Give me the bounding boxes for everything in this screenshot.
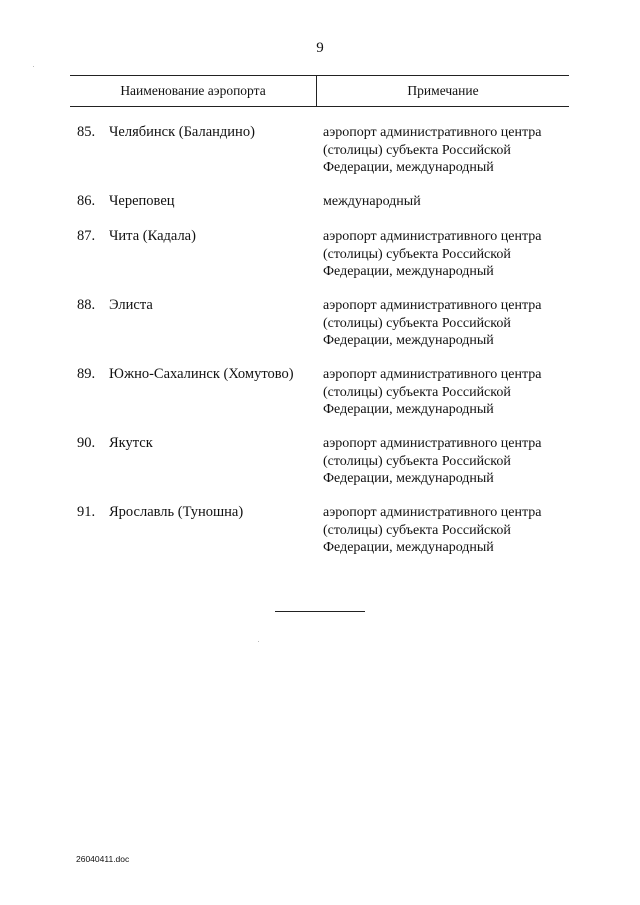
airport-note: аэропорт административного центра (столицы) субъекта Российской Федерации, международный [323, 436, 542, 486]
row-number: 88. [77, 297, 96, 313]
table-header [70, 75, 569, 107]
page-number: 9 [316, 40, 324, 56]
airport-name: Челябинск (Баландино) [109, 124, 255, 140]
document-code: 26040411.doc [76, 854, 130, 864]
airport-note: международный [323, 194, 421, 209]
row-number: 85. [77, 124, 96, 140]
airport-name: Элиста [109, 297, 153, 313]
row-number: 89. [77, 366, 96, 382]
airport-name: Чита (Кадала) [109, 228, 196, 244]
row-number: 87. [77, 228, 96, 244]
scan-speck [33, 66, 34, 67]
row-number: 86. [77, 193, 96, 209]
airport-name: Ярославль (Туношна) [109, 504, 244, 520]
end-divider-line [275, 611, 365, 612]
column-header-airport-name: Наименование аэропорта [70, 76, 317, 106]
row-number: 91. [77, 504, 96, 520]
airport-note: аэропорт административного центра (столицы) субъекта Российской Федерации, международный [323, 505, 542, 555]
column-header-note: Примечание [407, 83, 479, 98]
airport-note: аэропорт административного центра (столицы) субъекта Российской Федерации, международный [323, 229, 542, 279]
airport-name: Якутск [109, 435, 153, 451]
row-number: 90. [77, 435, 96, 451]
scan-speck [258, 641, 259, 642]
airport-note: аэропорт административного центра (столицы) субъекта Российской Федерации, международный [323, 298, 542, 348]
airport-note: аэропорт административного центра (столицы) субъекта Российской Федерации, международный [323, 125, 542, 175]
airport-name: Южно-Сахалинск (Хомутово) [109, 366, 294, 382]
airport-note: аэропорт административного центра (столицы) субъекта Российской Федерации, международный [323, 367, 542, 417]
airport-name: Череповец [109, 193, 175, 209]
